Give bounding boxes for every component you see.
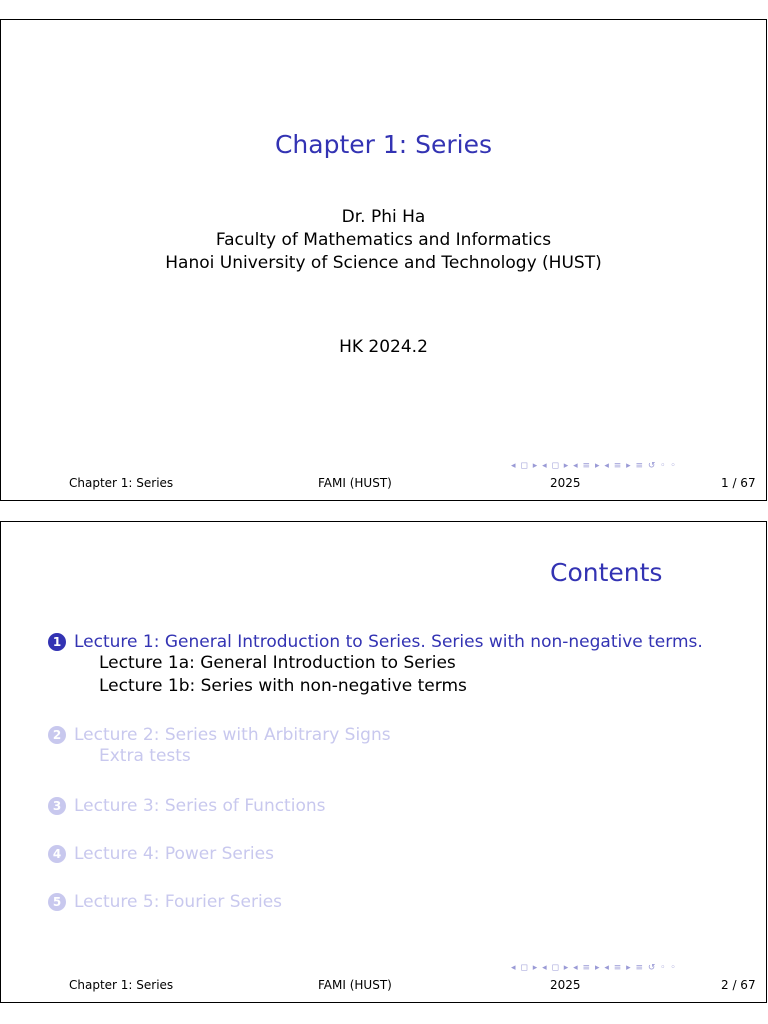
section-number-badge: 5 bbox=[48, 893, 66, 911]
toc-section-2[interactable] bbox=[48, 725, 391, 768]
section-number-badge: 2 bbox=[48, 726, 66, 744]
section-number-badge: 1 bbox=[48, 633, 66, 651]
toc-section-label: Lecture 4: Power Series bbox=[74, 844, 274, 864]
footer-title: Chapter 1: Series bbox=[69, 476, 174, 490]
beamer-navigation-icons[interactable]: ◂ ◻ ▸ ◂ ◻ ▸ ◂ ≡ ▸ ◂ ≡ ▸ ≡ ↺ ◦ ◦ bbox=[511, 963, 677, 973]
toc-section-5[interactable] bbox=[48, 892, 282, 912]
contents-slide bbox=[0, 521, 767, 1003]
footer-institution: FAMI (HUST) bbox=[318, 978, 392, 992]
slide-title: Contents bbox=[550, 558, 663, 587]
toc-section-1[interactable] bbox=[48, 632, 703, 698]
toc-subsection[interactable]: Lecture 1b: Series with non-negative terms bbox=[99, 676, 467, 696]
slide-title: Chapter 1: Series bbox=[274, 130, 493, 159]
footer-year: 2025 bbox=[550, 476, 581, 490]
title-slide bbox=[0, 19, 767, 501]
toc-subsection[interactable]: Lecture 1a: General Introduction to Series bbox=[99, 653, 456, 673]
university: Hanoi University of Science and Technology (HUST) bbox=[165, 253, 602, 273]
author: Dr. Phi Ha bbox=[341, 207, 426, 227]
toc-section-label: Lecture 1: General Introduction to Series. Series with non-negative terms. bbox=[74, 632, 703, 652]
toc-section-3[interactable] bbox=[48, 796, 325, 816]
toc-section-4[interactable] bbox=[48, 844, 274, 864]
faculty: Faculty of Mathematics and Informatics bbox=[215, 230, 552, 250]
footer-page-number: 1 / 67 bbox=[721, 476, 756, 490]
footer-institution: FAMI (HUST) bbox=[318, 476, 392, 490]
footer-year: 2025 bbox=[550, 978, 581, 992]
toc-section-label: Lecture 3: Series of Functions bbox=[74, 796, 326, 816]
footer-page-number: 2 / 67 bbox=[721, 978, 756, 992]
footer-title: Chapter 1: Series bbox=[69, 978, 174, 992]
section-number-badge: 4 bbox=[48, 845, 66, 863]
toc-subsection[interactable]: Extra tests bbox=[99, 746, 191, 766]
beamer-navigation-icons[interactable]: ◂ ◻ ▸ ◂ ◻ ▸ ◂ ≡ ▸ ◂ ≡ ▸ ≡ ↺ ◦ ◦ bbox=[511, 461, 677, 471]
section-number-badge: 3 bbox=[48, 797, 66, 815]
toc-section-label: Lecture 5: Fourier Series bbox=[74, 892, 283, 912]
toc-section-label: Lecture 2: Series with Arbitrary Signs bbox=[74, 725, 391, 745]
term: HK 2024.2 bbox=[339, 337, 428, 357]
